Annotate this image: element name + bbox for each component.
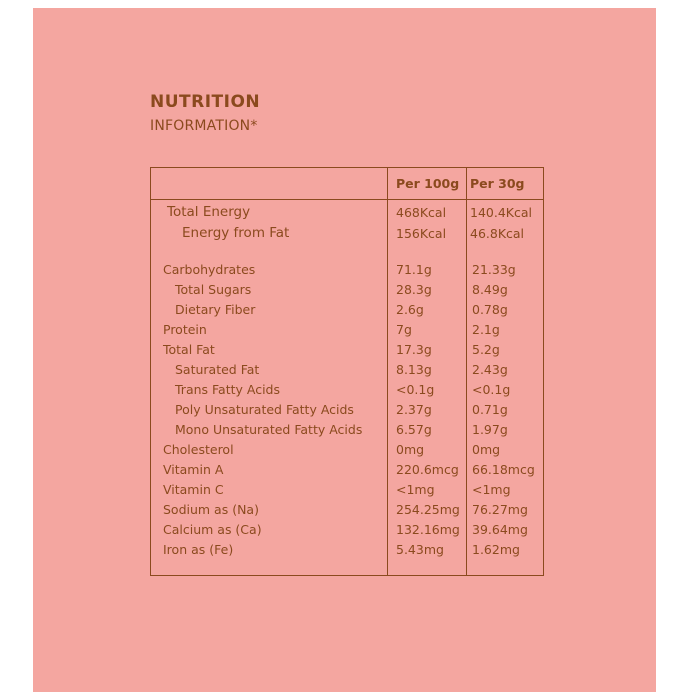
row-label: Vitamin A [163, 462, 224, 477]
row-value-per100: 8.13g [396, 362, 432, 377]
row-label-energy-from-fat: Energy from Fat [182, 225, 290, 241]
value-per30-total-energy: 140.4Kcal [470, 205, 532, 220]
header-per-30g: Per 30g [470, 176, 525, 191]
row-value-per100: 2.37g [396, 402, 432, 417]
row-value-per30: 2.1g [472, 322, 500, 337]
nutrition-title: NUTRITION [150, 92, 261, 112]
row-value-per100: 17.3g [396, 342, 432, 357]
row-value-per100: 7g [396, 322, 412, 337]
header-divider [151, 199, 543, 200]
row-value-per100: 28.3g [396, 282, 432, 297]
row-label: Saturated Fat [175, 362, 260, 377]
row-value-per30: 1.62mg [472, 542, 520, 557]
row-label: Dietary Fiber [175, 302, 256, 317]
row-value-per100: 254.25mg [396, 502, 460, 517]
row-value-per30: 39.64mg [472, 522, 528, 537]
row-value-per100: 71.1g [396, 262, 432, 277]
header-per-100g: Per 100g [396, 176, 460, 191]
row-value-per30: <0.1g [472, 382, 511, 397]
row-value-per100: 132.16mg [396, 522, 460, 537]
value-per100-total-energy: 468Kcal [396, 205, 447, 220]
row-label: Total Fat [163, 342, 215, 357]
row-value-per30: 5.2g [472, 342, 500, 357]
row-value-per30: 0mg [472, 442, 501, 457]
row-label: Trans Fatty Acids [175, 382, 281, 397]
row-label: Carbohydrates [163, 262, 256, 277]
row-value-per30: 76.27mg [472, 502, 528, 517]
row-value-per30: 66.18mcg [472, 462, 535, 477]
row-value-per30: 21.33g [472, 262, 516, 277]
row-label: Poly Unsaturated Fatty Acids [175, 402, 354, 417]
nutrition-table [150, 167, 544, 576]
row-value-per100: <0.1g [396, 382, 435, 397]
value-per100-energy-from-fat: 156Kcal [396, 226, 447, 241]
row-value-per100: <1mg [396, 482, 435, 497]
column-divider [466, 168, 467, 575]
value-per30-energy-from-fat: 46.8Kcal [470, 226, 525, 241]
row-value-per30: 0.78g [472, 302, 508, 317]
row-value-per30: 8.49g [472, 282, 508, 297]
nutrition-subtitle: INFORMATION* [150, 118, 258, 134]
row-label: Calcium as (Ca) [163, 522, 262, 537]
row-value-per100: 5.43mg [396, 542, 444, 557]
row-label: Mono Unsaturated Fatty Acids [175, 422, 363, 437]
row-value-per100: 2.6g [396, 302, 424, 317]
column-divider [387, 168, 388, 575]
row-value-per100: 220.6mcg [396, 462, 459, 477]
row-value-per30: <1mg [472, 482, 511, 497]
row-label-total-energy: Total Energy [167, 204, 251, 220]
row-value-per100: 6.57g [396, 422, 432, 437]
row-label: Iron as (Fe) [163, 542, 234, 557]
row-value-per30: 2.43g [472, 362, 508, 377]
row-value-per100: 0mg [396, 442, 425, 457]
row-label: Cholesterol [163, 442, 234, 457]
row-label: Protein [163, 322, 207, 337]
row-label: Vitamin C [163, 482, 224, 497]
row-value-per30: 1.97g [472, 422, 508, 437]
row-label: Sodium as (Na) [163, 502, 259, 517]
row-label: Total Sugars [175, 282, 252, 297]
row-value-per30: 0.71g [472, 402, 508, 417]
